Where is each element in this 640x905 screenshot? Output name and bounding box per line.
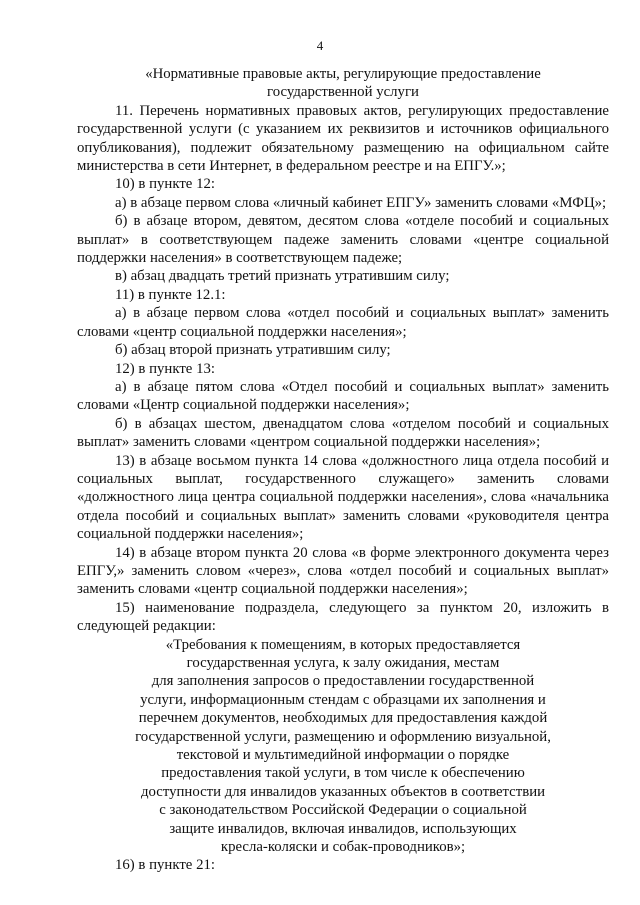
- quoted-title-line: с законодательством Российской Федерации о социальной: [159, 802, 527, 819]
- paragraph-item-12a: а) в абзаце пятом слова «Отдел пособий и социальных выплат» заменить словами «Центр социальной поддержки населения»;: [77, 378, 609, 414]
- quoted-title-line: кресла-коляски и собак-проводников»;: [220, 839, 466, 856]
- paragraph-item-16: 16) в пункте 21:: [115, 857, 215, 874]
- paragraph-item-11: 11) в пункте 12.1:: [115, 286, 226, 303]
- quoted-title-line: доступности для инвалидов указанных объектов в соответствии: [140, 783, 546, 800]
- section-title: [77, 65, 609, 102]
- paragraph-11-list: 11. Перечень нормативных правовых актов, регулирующих предоставление государственной услуги (с указанием их реквизитов и источников официального опубликования), подлежит обязательному размещению на официальном сайте министерства в сети Интернет, в федеральном реестре и на ЕПГУ.»;: [77, 102, 609, 175]
- paragraph-item-10: 10) в пункте 12:: [115, 176, 215, 193]
- quoted-subsection-title: [77, 636, 609, 857]
- quoted-title-line: государственная услуга, к залу ожидания, местам: [186, 655, 500, 671]
- quoted-title-line: защите инвалидов, включая инвалидов, использующих: [169, 820, 517, 837]
- page-number: 4: [316, 38, 324, 53]
- quoted-title-line: «Требования к помещениям, в которых предоставляется: [165, 636, 521, 653]
- paragraph-item-11a: а) в абзаце первом слова «отдел пособий и социальных выплат» заменить словами «центр социальной поддержки населения»;: [77, 305, 609, 340]
- quoted-title-line: государственной услуги, размещению и оформлению визуальной,: [135, 728, 551, 745]
- quoted-title-line: перечнем документов, необходимых для предоставления каждой: [138, 710, 548, 727]
- quoted-title-line: предоставления такой услуги, в том числе к обеспечению: [161, 765, 525, 782]
- quoted-title-line: текстовой и мультимедийной информации о порядке: [176, 747, 510, 764]
- quoted-title-line: услуги, информационным стендам с образцами их заполнения и: [140, 691, 546, 708]
- paragraph-item-10b: б) в абзаце втором, девятом, десятом слова «отделе пособий и социальных выплат» в соответствующем падеже заменить словами «центре социальной поддержки населения» в соответствующем падеже;: [77, 213, 609, 267]
- paragraph-item-15: 15) наименование подраздела, следующего за пунктом 20, изложить в следующей редакции:: [77, 599, 609, 635]
- document-body: [77, 65, 609, 875]
- quoted-title-line: для заполнения запросов о предоставлении государственной: [151, 673, 535, 690]
- paragraph-item-10v: в) абзац двадцать третий признать утратившим силу;: [115, 268, 450, 285]
- section-title-line: «Нормативные правовые акты, регулирующие предоставление: [145, 66, 541, 82]
- paragraph-item-13: 13) в абзаце восьмом пункта 14 слова «должностного лица отдела пособий и социальных выплат, государственного служащего» заменить словами «должностного лица центра социальной поддержки населения», слова «начальника отдела пособий и социальных выплат» заменить словами «руководителя центра социальной поддержки населения»;: [77, 452, 609, 543]
- paragraph-item-14: 14) в абзаце втором пункта 20 слова «в форме электронного документа через ЕПГУ,» заменить словом «через», слова «отдел пособий и социальных выплат» заменить словами «центр социальной поддержки населения»;: [77, 544, 609, 598]
- paragraph-item-10a: а) в абзаце первом слова «личный кабинет ЕПГУ» заменить словами «МФЦ»;: [115, 194, 607, 211]
- paragraph-item-12: 12) в пункте 13:: [115, 360, 215, 377]
- section-title-line: государственной услуги: [267, 84, 419, 101]
- paragraph-item-12b: б) в абзацах шестом, двенадцатом слова «отделом пособий и социальных выплат» заменить словами «центром социальной поддержки населения»;: [77, 415, 609, 451]
- paragraph-item-11b: б) абзац второй признать утратившим силу;: [115, 342, 391, 359]
